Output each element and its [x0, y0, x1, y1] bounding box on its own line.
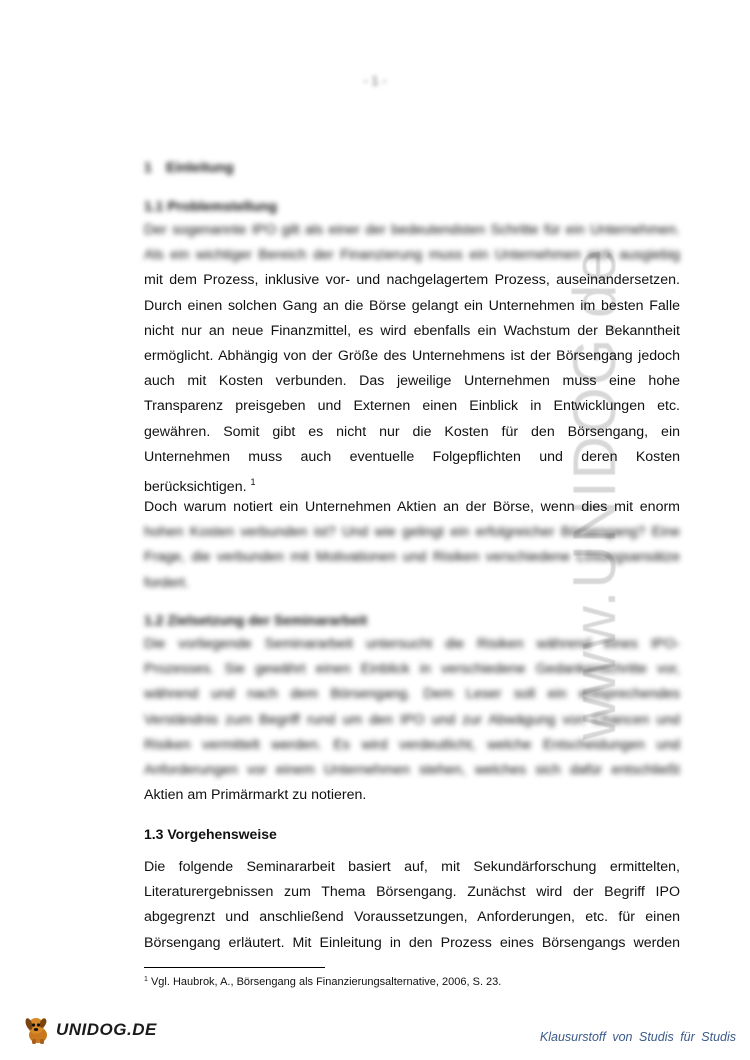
- text-line: Börsengang erläutert. Mit Einleitung in den Prozess eines Börsengangs werden: [144, 934, 680, 951]
- footnote-text: Vgl. Haubrok, A., Börsengang als Finanzierungsalternative, 2006, S. 23.: [150, 976, 502, 988]
- watermark: www.UNIDOG.de: [561, 247, 628, 740]
- text-line: auch mit Kosten verbunden. Das jeweilige Unternehmen muss eine hohe: [144, 373, 680, 390]
- blurred-line: Frage, die verbunden mit Motivationen und Risiken verschiedene Lösungsansätze: [144, 549, 680, 566]
- logo-text: UNIDOG.DE: [56, 1020, 157, 1039]
- blurred-line: Verständnis zum Begriff rund um den IPO und zur Abwägung von Chancen und: [144, 711, 680, 728]
- text-line: Aktien am Primärmarkt zu notieren.: [144, 787, 367, 804]
- section-heading-1-3: 1.3 Vorgehensweise: [144, 826, 277, 842]
- text-line: Doch warum notiert ein Unternehmen Aktien an der Börse, wenn dies mit enorm: [144, 499, 680, 516]
- blurred-line: Der sogenannte IPO gilt als einer der bedeutendsten Schritte für ein Unternehmen.: [144, 222, 680, 238]
- text-line: Durch einen solchen Gang an die Börse gelangt ein Unternehmen im besten Falle: [144, 297, 680, 314]
- blurred-line: Als ein wichtiger Bereich der Finanzierung muss ein Unternehmen sich ausgiebig: [144, 247, 680, 264]
- paragraph-vorgehensweise: [144, 855, 680, 956]
- footnote-reference: 1: [250, 476, 256, 487]
- footer-tagline: Klausurstoff von Studis für Studis: [539, 1030, 736, 1044]
- section-number: 1: [144, 159, 152, 175]
- section-heading-1-1: 1.1 Problemstellung: [144, 198, 278, 214]
- blurred-line: Anforderungen vor einem Unternehmen stehen, welches sich dafür entschließt: [144, 761, 680, 778]
- text-line: gewähren. Somit gibt es nicht nur die Kosten für den Börsengang, ein: [144, 423, 680, 440]
- text-line: Literaturergebnissen zum Thema Börsengang. Zunächst wird der Begriff IPO: [144, 884, 680, 901]
- text-line: ermöglicht. Abhängig von der Größe des Unternehmens ist der Börsengang jedoch: [144, 347, 680, 364]
- blurred-line: fordert.: [144, 574, 189, 591]
- text-line: abgegrenzt und anschließend Voraussetzungen, Anforderungen, etc. für einen: [144, 909, 680, 926]
- text-line: Unternehmen muss auch eventuelle Folgepflichten und deren Kosten: [144, 448, 680, 465]
- section-title: Einleitung: [166, 159, 234, 175]
- page-number: - 1 -: [363, 73, 387, 88]
- blurred-line: Prozesses. Sie gewährt einen Einblick in verschiedene Gedankenschritte vor,: [144, 661, 680, 678]
- paragraph-zielsetzung: [144, 632, 680, 808]
- section-heading-1: [144, 159, 234, 175]
- text-line: mit dem Prozess, inklusive vor- und nachgelagertem Prozess, auseinandersetzen.: [144, 272, 680, 289]
- dog-mascot-icon: [22, 1014, 54, 1046]
- blurred-line: Risiken vermittelt werden. Es wird verdeutlicht, welche Entscheidungen und: [144, 736, 680, 753]
- text-line: Transparenz preisgeben und Externen einen Einblick in Entwicklungen etc.: [144, 398, 680, 415]
- section-heading-1-2: 1.2 Zielsetzung der Seminararbeit: [144, 612, 368, 628]
- footnote-divider: [144, 967, 325, 968]
- blurred-line: während und nach dem Börsengang. Dem Leser soll ein entsprechendes: [144, 686, 680, 703]
- paragraph-problemstellung: [144, 218, 680, 596]
- text-line-last: berücksichtigen.: [144, 478, 247, 495]
- blurred-line: hohen Kosten verbunden ist? Und wie gelingt ein erfolgreicher Börsengang? Eine: [144, 524, 680, 541]
- footnote-number: 1: [144, 976, 148, 983]
- footnote: [144, 976, 501, 988]
- text-line: [144, 470, 680, 495]
- text-line: Die folgende Seminararbeit basiert auf, mit Sekundärforschung ermittelten,: [144, 859, 680, 875]
- unidog-logo[interactable]: [22, 1014, 157, 1046]
- blurred-line: Die vorliegende Seminararbeit untersucht die Risiken während eines IPO-: [144, 636, 680, 652]
- text-line: nicht nur an neue Finanzmittel, es wird ebenfalls ein Wachstum der Bekanntheit: [144, 322, 680, 339]
